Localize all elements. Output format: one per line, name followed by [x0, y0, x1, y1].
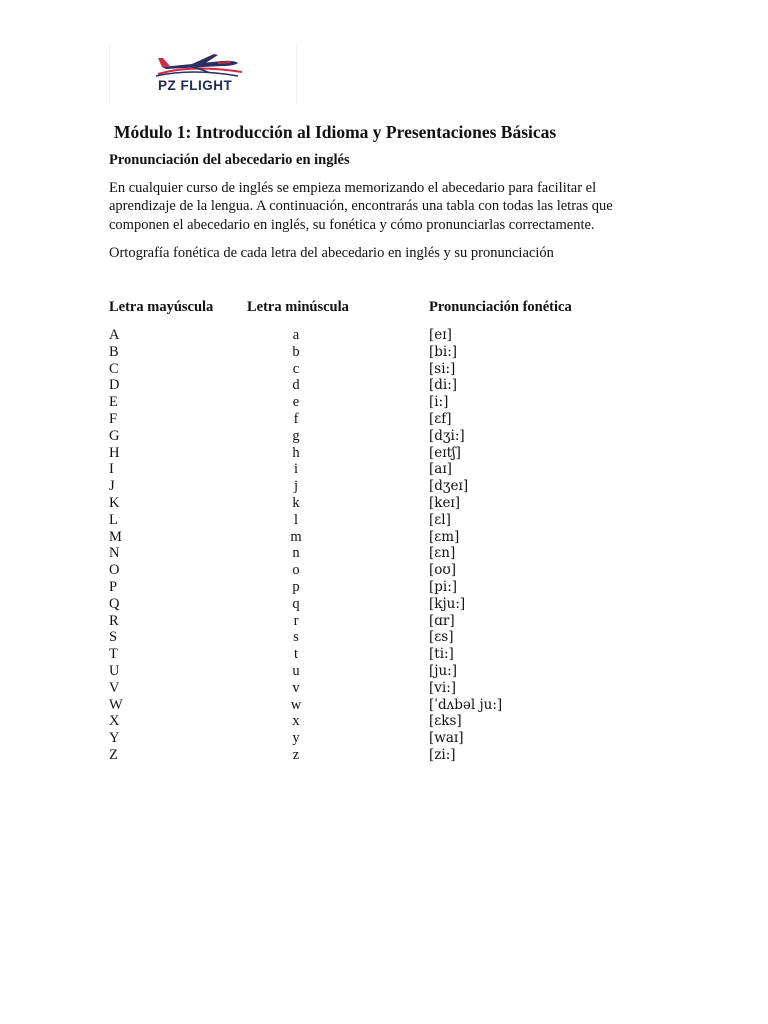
header-uppercase: Letra mayúscula [109, 299, 214, 315]
lowercase-letter: h [292, 444, 300, 461]
uppercase-letter: G [109, 427, 120, 444]
phonetic-transcription: [dʒi:] [429, 427, 465, 444]
header-lowercase: Letra minúscula [247, 299, 349, 315]
phonetic-transcription: [ju:] [429, 662, 457, 679]
phonetic-transcription: [ɛl] [429, 511, 451, 528]
lowercase-letter: s [293, 629, 299, 646]
phonetic-transcription: [ɛn] [429, 545, 456, 562]
phonetic-transcription: [kju:] [429, 595, 466, 612]
lowercase-letter: i [293, 461, 299, 478]
table-row [0, 680, 768, 697]
airplane-icon [152, 50, 248, 80]
phonetic-transcription: [ɛf] [429, 410, 452, 427]
phonetic-transcription: [si:] [429, 360, 456, 377]
phonetic-transcription: [ti:] [429, 646, 454, 663]
lowercase-letter: j [293, 478, 299, 495]
table-row [0, 361, 768, 378]
table-row [0, 512, 768, 529]
lowercase-letter: c [292, 360, 300, 377]
phonetic-transcription: [eɪ] [429, 327, 452, 343]
intro-line: componen el abecedario en inglés, su fonética y cómo pronunciarlas correctamente. [109, 216, 595, 233]
uppercase-letter: B [109, 343, 119, 360]
table-row [0, 562, 768, 579]
uppercase-letter: H [109, 444, 120, 461]
lowercase-letter: k [292, 494, 300, 511]
uppercase-letter: E [109, 394, 118, 411]
lowercase-letter: m [290, 528, 302, 545]
lowercase-letter: z [292, 746, 300, 763]
lowercase-letter: n [292, 545, 300, 562]
uppercase-letter: J [109, 478, 115, 495]
intro-paragraph [109, 179, 669, 234]
table-row [0, 461, 768, 478]
uppercase-letter: I [109, 461, 114, 478]
uppercase-letter: A [109, 327, 120, 343]
phonetic-transcription: [zi:] [429, 746, 456, 763]
uppercase-letter: T [109, 646, 118, 663]
uppercase-letter: S [109, 629, 118, 646]
lowercase-letter: l [293, 511, 299, 528]
uppercase-letter: Z [109, 746, 118, 763]
phonetic-transcription: [aɪ] [429, 461, 452, 478]
lowercase-letter: q [292, 595, 300, 612]
table-row [0, 747, 768, 764]
table-row [0, 697, 768, 714]
lowercase-letter: v [292, 679, 300, 696]
phonetic-transcription: [dʒeɪ] [429, 478, 469, 495]
uppercase-letter: F [109, 410, 118, 427]
lowercase-letter: p [292, 578, 300, 595]
table-row [0, 613, 768, 630]
phonetic-transcription: [ˈdʌbəl ju:] [429, 696, 503, 713]
table-row [0, 579, 768, 596]
phonetic-transcription: [ɛks] [429, 713, 462, 730]
table-caption: Ortografía fonética de cada letra del abecedario en inglés y su pronunciación [109, 245, 554, 261]
uppercase-letter: N [109, 545, 120, 562]
table-row [0, 596, 768, 613]
phonetic-transcription: [ɑr] [429, 612, 455, 629]
table-row [0, 411, 768, 428]
phonetic-transcription: [eɪtʃ] [429, 444, 461, 461]
uppercase-letter: D [109, 377, 120, 394]
uppercase-letter: C [109, 360, 119, 377]
table-row [0, 344, 768, 361]
phonetic-transcription: [keɪ] [429, 494, 461, 511]
lowercase-letter: w [290, 696, 302, 713]
uppercase-letter: K [109, 494, 120, 511]
table-row [0, 377, 768, 394]
phonetic-transcription: [vi:] [429, 679, 457, 696]
lowercase-letter: d [292, 377, 300, 394]
table-row [0, 428, 768, 445]
lowercase-letter: o [292, 562, 300, 579]
table-row [0, 394, 768, 411]
table-row [0, 445, 768, 462]
alphabet-table [0, 327, 768, 764]
uppercase-letter: Y [109, 730, 120, 747]
phonetic-transcription: [ɛs] [429, 629, 454, 646]
table-row [0, 545, 768, 562]
table-row [0, 730, 768, 747]
lowercase-letter: f [293, 410, 299, 427]
uppercase-letter: P [109, 578, 118, 595]
phonetic-transcription: [bi:] [429, 343, 458, 360]
lowercase-letter: e [292, 394, 300, 411]
phonetic-transcription: [ɛm] [429, 528, 460, 545]
lowercase-letter: u [292, 662, 300, 679]
uppercase-letter: V [109, 679, 120, 696]
intro-line: En cualquier curso de inglés se empieza memorizando el abecedario para facilitar el [109, 180, 597, 196]
table-row [0, 478, 768, 495]
uppercase-letter: Q [109, 595, 120, 612]
uppercase-letter: U [109, 662, 120, 679]
uppercase-letter: X [109, 713, 120, 730]
uppercase-letter: R [109, 612, 119, 629]
table-row [0, 327, 768, 344]
phonetic-transcription: [di:] [429, 377, 458, 394]
uppercase-letter: O [109, 562, 120, 579]
lowercase-letter: a [292, 327, 300, 343]
table-row [0, 529, 768, 546]
page-title: Módulo 1: Introducción al Idioma y Presentaciones Básicas [114, 122, 557, 142]
table-row [0, 629, 768, 646]
uppercase-letter: W [109, 696, 123, 713]
phonetic-transcription: [waɪ] [429, 730, 464, 747]
table-row [0, 663, 768, 680]
uppercase-letter: L [109, 511, 118, 528]
section-heading: Pronunciación del abecedario en inglés [109, 152, 350, 168]
logo [109, 42, 297, 104]
lowercase-letter: t [293, 646, 299, 663]
table-row [0, 495, 768, 512]
phonetic-transcription: [i:] [429, 394, 449, 411]
brand-name: PZ FLIGHT [158, 78, 233, 93]
table-row [0, 646, 768, 663]
intro-line: aprendizaje de la lengua. A continuación, encontrarás una tabla con todas las letras que [109, 198, 613, 215]
table-row [0, 713, 768, 730]
lowercase-letter: r [293, 612, 299, 629]
header-phonetic: Pronunciación fonética [429, 299, 572, 315]
phonetic-transcription: [pi:] [429, 578, 458, 595]
lowercase-letter: y [292, 730, 300, 747]
phonetic-transcription: [oʊ] [429, 562, 457, 579]
uppercase-letter: M [109, 528, 122, 545]
lowercase-letter: g [292, 427, 300, 444]
lowercase-letter: b [292, 343, 300, 360]
lowercase-letter: x [292, 713, 300, 730]
